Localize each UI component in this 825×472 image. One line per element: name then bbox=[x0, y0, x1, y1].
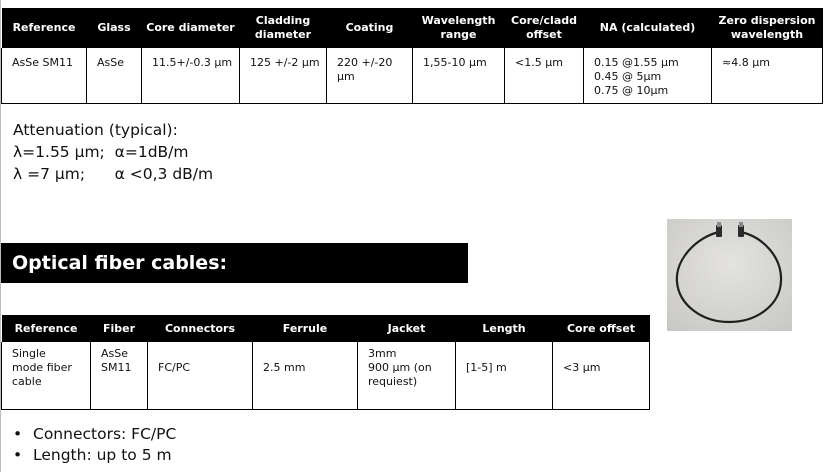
list-item bbox=[13, 445, 176, 466]
cable-cell-fiber bbox=[91, 342, 148, 410]
fiber-cable-icon bbox=[667, 219, 792, 331]
cable-cell-ferrule: 2.5 mm bbox=[253, 342, 358, 410]
spec-header-offset: Core/cladd offset bbox=[505, 8, 584, 48]
cable-cell-jacket bbox=[358, 342, 456, 410]
na-line: 0.45 @ 5µm bbox=[594, 70, 662, 83]
list-item-text: Connectors: FC/PC bbox=[33, 425, 177, 443]
cable-cell-core-offset: <3 µm bbox=[553, 342, 650, 410]
spec-header-reference: Reference bbox=[2, 8, 87, 48]
cable-cell-length: [1-5] m bbox=[456, 342, 553, 410]
cell-line: cable bbox=[12, 375, 42, 388]
spec-cell-cladding-diameter: 125 +/-2 µm bbox=[240, 48, 327, 104]
spec-header-wavelength-range: Wavelength range bbox=[413, 8, 505, 48]
spec-cell-glass: AsSe bbox=[87, 48, 142, 104]
cell-line: Single bbox=[12, 347, 46, 360]
section-title: Optical fiber cables: bbox=[1, 243, 468, 283]
cell-line: mode fiber bbox=[12, 361, 72, 374]
spec-cell-wavelength-range: 1,55-10 µm bbox=[413, 48, 505, 104]
cable-table bbox=[1, 315, 650, 410]
attenuation-line-1: λ=1.55 µm; α=1dB/m bbox=[13, 143, 189, 161]
spec-cell-na bbox=[584, 48, 712, 104]
cell-line: AsSe bbox=[101, 347, 129, 360]
feature-list bbox=[13, 424, 176, 466]
na-line: 0.15 @1.55 µm bbox=[594, 56, 679, 69]
cable-header-length: Length bbox=[456, 315, 553, 342]
spec-header-na: NA (calculated) bbox=[584, 8, 712, 48]
attenuation-title: Attenuation (typical): bbox=[13, 121, 178, 139]
fiber-spec-table bbox=[1, 8, 823, 104]
fiber-cable-photo bbox=[667, 219, 792, 331]
cable-header-connectors: Connectors bbox=[148, 315, 253, 342]
spec-header-zero-dispersion: Zero dispersion wavelength bbox=[712, 8, 823, 48]
spec-header-glass: Glass bbox=[87, 8, 142, 48]
spec-cell-coating: 220 +/-20 µm bbox=[327, 48, 413, 104]
list-item-text: Length: up to 5 m bbox=[33, 446, 172, 464]
spec-cell-reference: AsSe SM11 bbox=[2, 48, 87, 104]
cable-header-ferrule: Ferrule bbox=[253, 315, 358, 342]
spec-header-core-diameter: Core diameter bbox=[142, 8, 240, 48]
spec-cell-zero-dispersion: ≈4.8 µm bbox=[712, 48, 823, 104]
spec-cell-offset: <1.5 µm bbox=[505, 48, 584, 104]
spec-header-coating: Coating bbox=[327, 8, 413, 48]
bullet-icon: • bbox=[13, 425, 23, 443]
cable-header-row bbox=[2, 315, 650, 342]
cable-cell-reference bbox=[2, 342, 91, 410]
spec-cell-core-diameter: 11.5+/-0.3 µm bbox=[142, 48, 240, 104]
cable-header-reference: Reference bbox=[2, 315, 91, 342]
table-row bbox=[2, 48, 823, 104]
cable-header-jacket: Jacket bbox=[358, 315, 456, 342]
cell-line: requiest) bbox=[368, 375, 418, 388]
cell-line: SM11 bbox=[101, 361, 132, 374]
cell-line: 3mm bbox=[368, 347, 397, 360]
spec-header-row bbox=[2, 8, 823, 48]
attenuation-line-2: λ =7 µm; α <0,3 dB/m bbox=[13, 165, 214, 183]
cell-line: 900 µm (on bbox=[368, 361, 432, 374]
cable-cell-connectors: FC/PC bbox=[148, 342, 253, 410]
table-row bbox=[2, 342, 650, 410]
list-item bbox=[13, 424, 176, 445]
spec-header-cladding-diameter: Cladding diameter bbox=[240, 8, 327, 48]
na-line: 0.75 @ 10µm bbox=[594, 84, 669, 97]
bullet-icon: • bbox=[13, 446, 23, 464]
cable-header-core-offset: Core offset bbox=[553, 315, 650, 342]
cable-header-fiber: Fiber bbox=[91, 315, 148, 342]
